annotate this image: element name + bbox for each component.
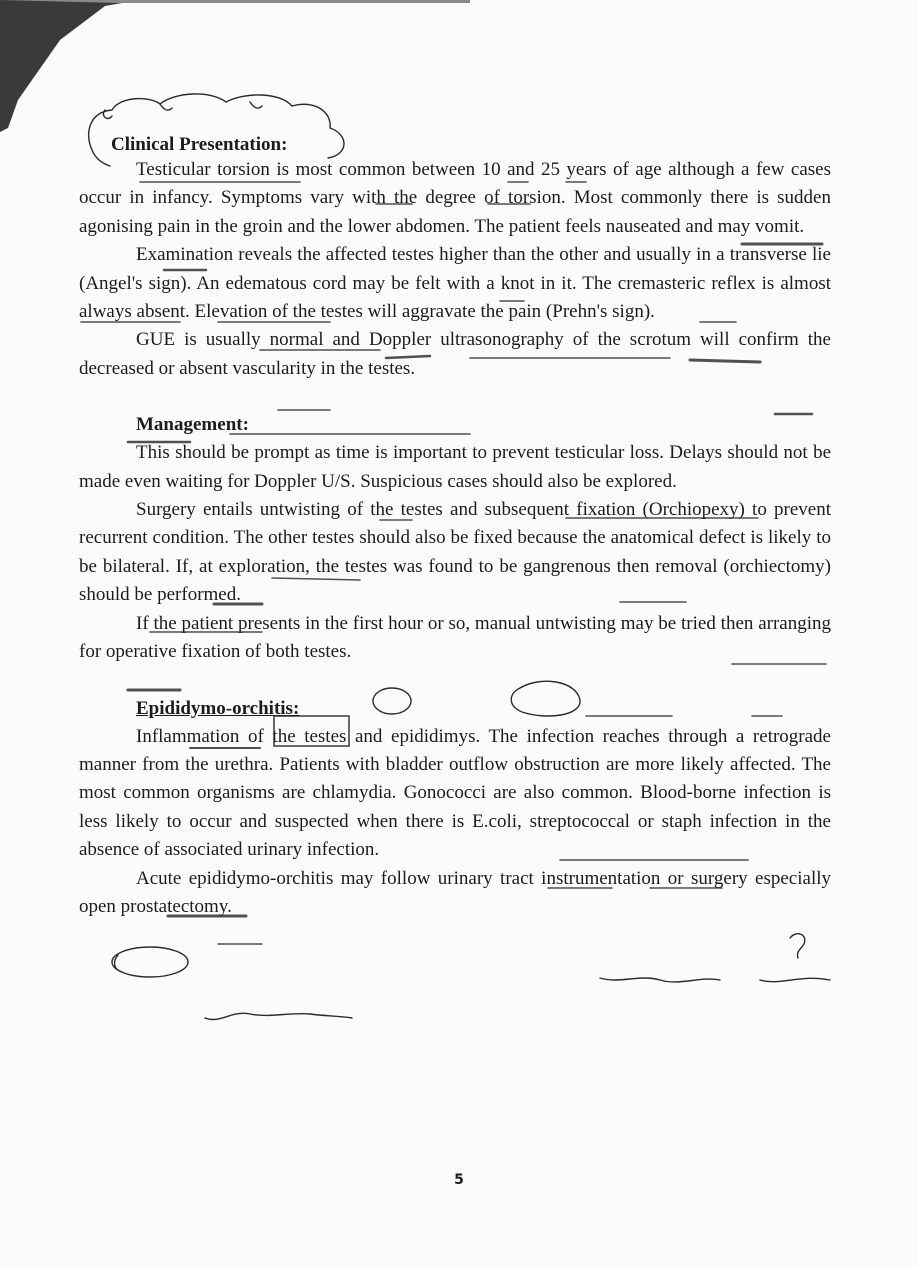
paragraph-examination: Examination reveals the affected testes higher than the other and usually in a transverse lie (Angel's sign). An edematous cord may be felt with a knot in it. The cremasteric reflex is almost always absent. Elevation of the testes will aggravate the pain (Prehn's sign). (79, 244, 831, 323)
scan-corner-shadow (0, 0, 480, 140)
document-body (79, 128, 831, 921)
page-number: 5 (454, 1172, 464, 1188)
paragraph-gue-doppler: GUE is usually normal and Doppler ultrasonography of the scrotum will confirm the decreased or absent vascularity in the testes. (79, 329, 831, 379)
paragraph-torsion-intro: Testicular torsion is most common between 10 and 25 years of age although a few cases occur in infancy. Symptoms vary with the degree of torsion. Most commonly there is sudden agonising pain in the groin and the lower abdomen. The patient feels nauseated and may vomit. (79, 159, 831, 237)
circle-annotation-acute (112, 947, 188, 977)
paragraph-surgery: Surgery entails untwisting of the testes and subsequent fixation (Orchiopexy) to prevent recurrent condition. The other testes should also be fixed because the anatomical defect is likely to be bilateral. If, at exploration, the testes was found to be gangrenous then removal (orchiectomy) should be performed. (79, 499, 831, 606)
paragraph-manual-untwisting: If the patient presents in the first hour or so, manual untwisting may be tried then arranging for operative fixation of both testes. (79, 612, 831, 663)
paragraph-inflammation: Inflammation of the testes and epididimys. The infection reaches through a retrograde manner from the urethra. Patients with bladder outflow obstruction are more likely affected. The most common organisms are chlamydia. Gonococci are also common. Blood-borne infection is less likely to occur and suspected when there is E.coli, streptococcal or staph infection in the absence of associated urinary infection. (79, 725, 831, 861)
section-heading-management: Management: (136, 414, 249, 436)
section-heading-epididymo-orchitis: Epididymo-orchitis: (136, 697, 300, 719)
section-heading-clinical-presentation: Clinical Presentation: (111, 134, 288, 155)
paragraph-management-prompt: This should be prompt as time is important to prevent testicular loss. Delays should not be made even waiting for Doppler U/S. Suspicious cases should also be explored. (79, 442, 831, 492)
paragraph-acute-epididymo-orchitis: Acute epididymo-orchitis may follow urinary tract instrumentation or surgery especially open prostatectomy. (79, 867, 831, 917)
